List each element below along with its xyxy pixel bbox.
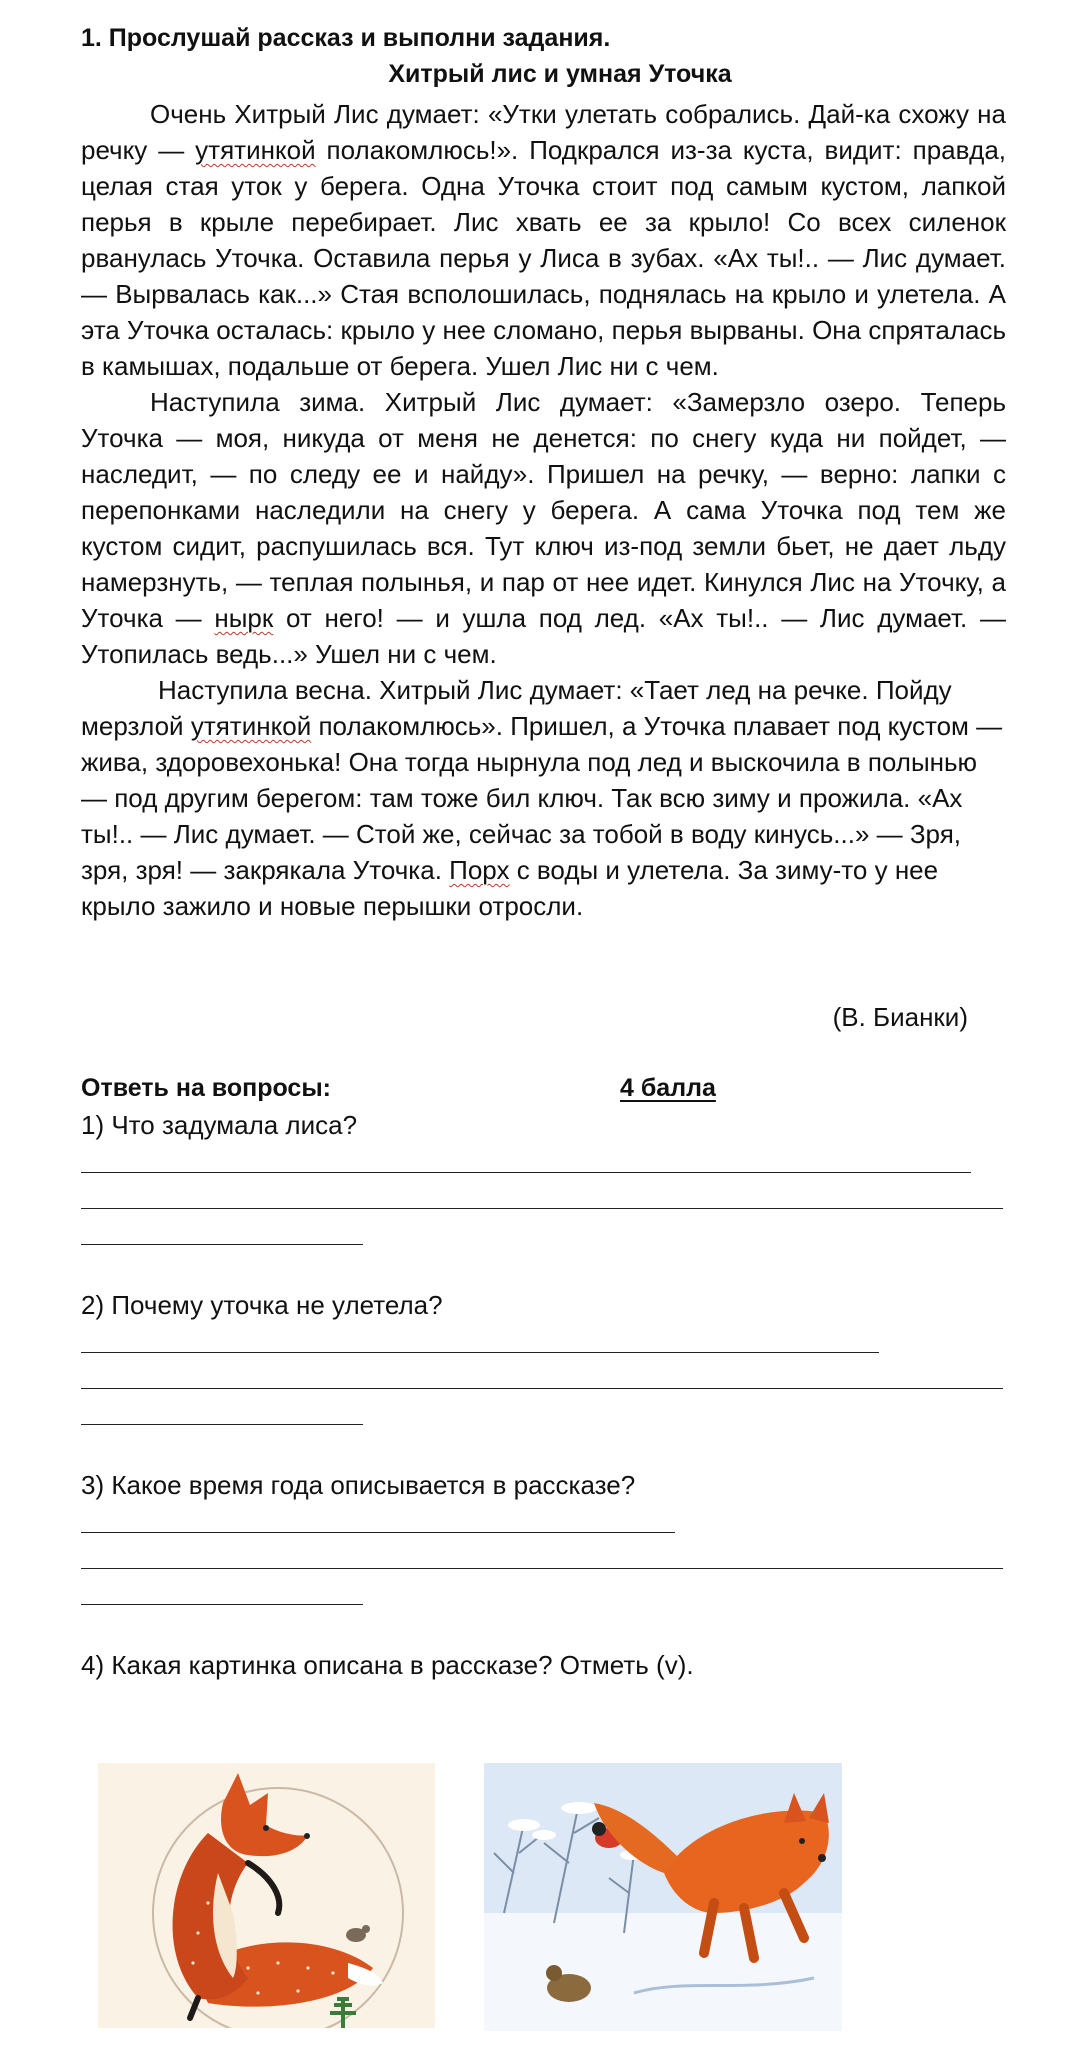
answer-line-q2-1[interactable]	[81, 1352, 879, 1353]
story-p1-text-a: Очень Хитрый Лис думает: «Утки улетать собрались. Дай-ка схожу на речку —	[81, 99, 1006, 165]
story-p3-text-a: Наступила весна. Хитрый Лис думает: «Тает лед на речке. Пойду мерзлой	[81, 675, 952, 741]
question-1: 1) Что задумала лиса?	[81, 1110, 358, 1140]
question-4: 4) Какая картинка описана в рассказе? Отметь (v).	[81, 1650, 694, 1680]
answer-line-q1-3[interactable]	[81, 1244, 363, 1245]
question-3: 3) Какое время года описывается в рассказе?	[81, 1470, 636, 1500]
story-p2-text-c: от него! — и ушла под лед. «Ах ты!.. — Лис думает. — Утопилась ведь...» Ушел ни с чем.	[81, 603, 1006, 669]
story-p1-underlined-word: утятинкой	[195, 135, 316, 165]
fox-in-winter-picture[interactable]	[484, 1763, 842, 2031]
story-paragraph-3	[81, 672, 1006, 924]
story-p3-text-e: с воды и улетела. За зиму-то у нее крыло зажило и новые перышки отросли.	[81, 855, 939, 921]
story-paragraph-2	[81, 384, 1006, 672]
fox-in-winter-icon	[484, 1763, 842, 2031]
answer-line-q3-1[interactable]	[81, 1532, 675, 1533]
story-p1-text-c: полакомлюсь!». Подкрался из-за куста, видит: правда, целая стая уток у берега. Одна Уточка стоит под самым кустом, лапкой перья в крыле перебирает. Лис хвать ее за крыло! Со всех силенок рванулась Уточка. Оставила перья у Лиса в зубах. «Ах ты!.. — Лис думает. — Вырвалась как...» Стая всполошилась, поднялась на крыло и улетела. А эта Уточка осталась: крыло у нее сломано, перья вырваны. Она спряталась в камышах, подальше от берега. Ушел Лис ни с чем.	[81, 135, 1006, 381]
story-p3-underlined-word-2: Порх	[449, 855, 510, 885]
story-author: (В. Бианки)	[832, 1002, 968, 1032]
answer-line-q1-2[interactable]	[81, 1208, 1003, 1209]
answer-line-q1-1[interactable]	[81, 1172, 971, 1173]
answer-line-q3-3[interactable]	[81, 1604, 363, 1605]
story-title: Хитрый лис и умная Уточка	[388, 60, 732, 88]
story-paragraph-1	[81, 96, 1006, 384]
fox-and-mouse-icon	[98, 1763, 435, 2028]
story-p3-underlined-word: утятинкой	[190, 711, 312, 741]
story-p2-underlined-word: нырк	[214, 603, 274, 633]
answer-line-q3-2[interactable]	[81, 1568, 1003, 1569]
answer-line-q2-2[interactable]	[81, 1388, 1003, 1389]
story-text	[81, 96, 1006, 924]
questions-header: Ответь на вопросы:	[81, 1074, 332, 1102]
question-2: 2) Почему уточка не улетела?	[81, 1290, 443, 1320]
task-title: 1. Прослушай рассказ и выполни задания.	[81, 24, 611, 52]
points-label: 4 балла	[620, 1074, 716, 1102]
answer-line-q2-3[interactable]	[81, 1424, 363, 1425]
fox-and-mouse-picture[interactable]	[98, 1763, 435, 2028]
story-p2-text-a: Наступила зима. Хитрый Лис думает: «Замерзло озеро. Теперь Уточка — моя, никуда от меня не денется: по снегу куда ни пойдет, — наследит, — по следу ее и найду». Пришел на речку, — верно: лапки с перепонками наследили на снегу у берега. А сама Уточка под тем же кустом сидит, распушилась вся. Тут ключ из-под земли бьет, не дает льду намерзнуть, — теплая полынья, и пар от нее идет. Кинулся Лис на Уточку, а Уточка —	[81, 387, 1006, 633]
story-p3-text-c: полакомлюсь». Пришел, а Уточка плавает под кустом — жива, здоровехонька! Она тогда нырнула под лед и выскочила в полынью — под другим берегом: там тоже бил ключ. Так всю зиму и прожила. «Ах ты!.. — Лис думает. — Стой же, сейчас за тобой в воду кинусь...» — Зря, зря, зря! — закрякала Уточка.	[81, 711, 1003, 885]
